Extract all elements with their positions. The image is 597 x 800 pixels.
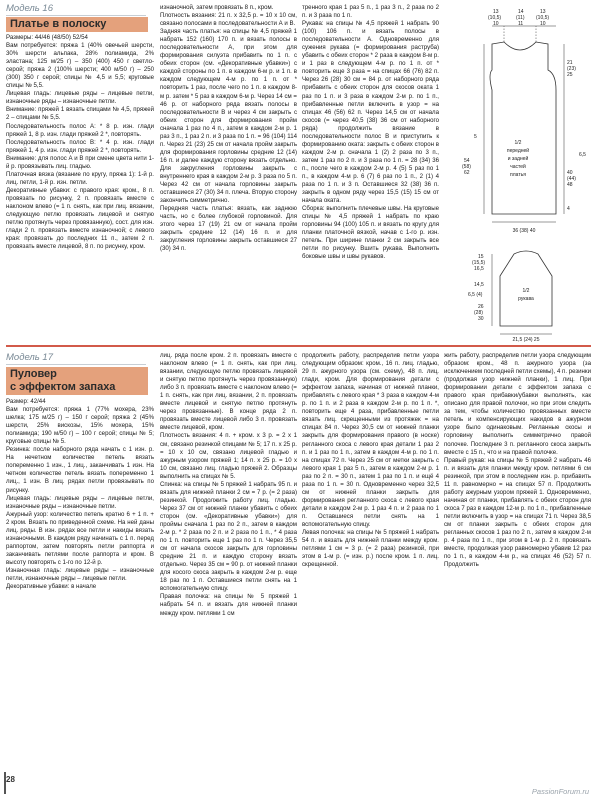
dress-left-num-2: 54 bbox=[464, 158, 470, 164]
dress-left-num-3: (58) bbox=[462, 164, 471, 170]
dress-right-num-7: 48 bbox=[567, 182, 573, 188]
sleeve-center-2: рукава bbox=[518, 296, 534, 302]
dress-center-2: передней bbox=[506, 148, 530, 154]
sleeve-center-1: 1/2 bbox=[522, 288, 530, 294]
model-16-gauge: Плотность вязания: 21 п. х 32,5 р. = 10 х 10 см, связано полосами в последовательности А и В. bbox=[160, 12, 297, 28]
model-16-attention: Внимание: пряжей 1 вязать спицами № 4,5, пряжей 2 – спицами № 5,5. bbox=[6, 106, 154, 122]
model-17-size: Размер: 42/44 bbox=[6, 398, 46, 405]
dress-center-4: частей bbox=[510, 164, 526, 170]
model-16-sizes: Размеры: 44/46 (48/50) 52/54 bbox=[6, 34, 88, 41]
model-17-lace: Ажурный узор: количество петель кратно 6 + 1 п. + 2 кром. Вязать по приведенной схеме. На ней даны лиц. ряды. В изн. рядах все петли и накиды вязать изнаночными. В каждом ряду начинать с 1 п. перед раппортом, затем повторять петли раппорта и заканчивать петлями после раппорта и кром. В высоту повторять с 1-го по 12-й р. bbox=[6, 510, 154, 566]
model-17-column-1 bbox=[6, 398, 154, 771]
dress-right-num-6: (44) bbox=[567, 176, 576, 182]
model-17-title bbox=[6, 367, 148, 395]
model-17-right-front: Правая полочка: на спицы № 5 пряжей 1 набрать 54 п. и вязать для нижней планки между кром. петлями 1 см bbox=[160, 593, 297, 617]
dress-top-num-7: 10 bbox=[493, 21, 499, 27]
dress-schematic bbox=[444, 4, 594, 244]
dress-right-num-4: 6,5 bbox=[579, 152, 586, 158]
dress-outline bbox=[490, 42, 556, 214]
model-17-column-3 bbox=[302, 352, 439, 771]
dress-top-num-3: 13 bbox=[540, 9, 546, 15]
sleeve-bottom-measure: 21,5 (24) 25 bbox=[512, 337, 540, 342]
model-16-decreases: Декоративные убавки: с правого края: кром., 8 п. провязать по рисунку, 2 п. провязать вместе с наклоном влево (= 1 п. снять, как при лиц. вязании, следующую петлю провязать лицевой и снятую петлю протянуть через провязанную), сост. для изн. глади 2 п. провязать вместе изнаночной; с левого края: провязать до последних 11 п., затем 2 п. провязать вместе лицевой, 8 п. по рисунку, кром. bbox=[6, 186, 154, 251]
model-16-back: Задняя часть платья: на спицы № 4,5 пряжей 1 набрать 152 (160) 170 п. и вязать полосы в последовательности А, при этом для формирования силуэта прибавить по 1 п. с обеих сторон (см. «Декоративные убавки») с каждой стороны по 1 п. в каждом 6-м р. и 1 п. в каждом следующем 4-м р. по 1 п. от * повторить 1 раз, после чего по 1 п. в каждом 8-м р. затем * 5 раз в каждом 6-м р. Через 14 см = 46 р. от наборного ряда вязать полосы в последовательности В и через 4 см закрыть с обеих сторон для формирования пройм сначала 1 раз по 4 п., затем в каждом 2-м р. 1 раз 3 п., 1 раз 2 п. и 3 раза по 1 п. = 96 (104) 114 п. Через 21 (23) 25 см от начала пройм закрыть для формирования горловины средние 12 (14) 16 п. и далее каждую сторону вязать отдельно. Для закругления горловины закрыть с внутреннего края в каждом 2-м р. 3 раза по 5 п. Через 42 см от начала горловины закрыть оставшиеся 27 (30) 34 п. плеча. Вторую сторону закончить симметрично. bbox=[160, 28, 297, 205]
model-17-col3-p1: продолжить работу, распределив петли узора следующим образом: кром., 16 п. лиц. гладью, 29 п. ажурного узора (см. схему), 48 п. лиц. глади, кром. Для формирования детали с эффектом запаха, начиная от нижней планки, прибавлять с левого края * 3 раза в каждом 4-м р. по 1 п. и 2 раза в каждом 2-м р. по 1 п. *, повторить еще 4 раза, прибавленные петли вязать лиц. скрещенными из протяжек = на спицах 84 п. Через 30,5 см от нижней планки закрыть для формирования правого (в носке) регланного скоса с левого края детали 1 раз 2 п. и 1 раз по 1 п., затем в каждом 4-м р. по 1 п. на спицах 72 п. Через 25 см от метки закрыть с левого края 1 раз 5 п., затем в каждом 2-м р. 1 раз по 2 п. = 30 п., затем 1 раз по 1 п. и ещё 4 раза по 1 п. = 30 п. Одновременно через 32,5 см от нижней планки закрыть для формирования регланного скоса с левого края детали в каждом 2-м р. 1 раз 4 п. и 2 раза по 1 п. Оставшиеся петли снять на 1 вспомогательную спицу. bbox=[302, 352, 439, 528]
dress-right-num-5: 40 bbox=[567, 170, 573, 176]
sleeve-left-num-3: 16,5 bbox=[474, 266, 484, 272]
model-16-label: Модель 16 bbox=[6, 3, 53, 14]
model-16-column-2 bbox=[160, 4, 297, 334]
dress-right-num-8: 4 bbox=[567, 206, 570, 212]
dress-center-5: платья bbox=[510, 172, 526, 178]
model-17-gauge: Плотность вязания: 4 п. + кром. х 3 р. = 2 х 1 см, связано резинкой спицами № 5; 17 п. х 25 р. = 10 х 10 см, связано лицевой гладью и ажурным узором пряжей 1; 14 п. х 25 р. = 10 х 10 см, связано лиц. гладью пряжей 2. Образцы выполнить на спицах № 5. bbox=[160, 432, 297, 480]
model-17-left-front: Левая полочка: на спицы № 5 пряжей 1 набрать 54 п. и вязать для нижней планки между кром. петлями 1 см = 3 р. (= 2 раза) резинкой, при этом в 1-м р. (= изн. р.) после кром. 1 п. лиц. скрещенной. bbox=[302, 529, 439, 569]
model-17-col4-p1: жить работу, распределив петли узора следующим образом: кром., 48 п. ажурного узора (за исключением последней петли схемы), 4 п. резинки (продолжая узор нижней планки), 1 лиц. При формировании детали с эффектом запаха с правого края прибавки/убавки выполнять, как описано для правой полочки, но при этом следить за тем, чтобы количество провязанных вместе петель и компенсирующих накидов в ажурном узоре было одинаковым. Регланные скосы и горловину выполнить симметрично правой полочке. Последние 3 п. регланного скоса закрыть вместе с 15 п., что и на правой полочке. bbox=[444, 352, 591, 456]
dress-top-num-4: (10,5) bbox=[488, 15, 502, 21]
dress-top-num-9: 10 bbox=[540, 21, 546, 27]
model-16-title bbox=[6, 17, 148, 32]
watermark: PassionForum.ru bbox=[531, 787, 589, 796]
sleeve-left-num-6: 26 bbox=[478, 304, 484, 310]
model-17-title-line-1: Пуловер bbox=[10, 368, 57, 380]
model-17-rib: Резинка: после наборного ряда начать с 1 изн. р. На нечетном количестве петель вязать попеременно 1 изн., 1 лиц., заканчивать 1 изн. На четном количестве петель вязать попеременно 1 лиц., 1 изн. В лиц. рядах петли провязывать по рисунку. bbox=[6, 446, 154, 494]
dress-top-num-2: 14 bbox=[518, 9, 524, 15]
model-17-column-2 bbox=[160, 352, 297, 771]
model-17-decreases: Декоративные убавки: в начале bbox=[6, 583, 97, 591]
model-16-garter: Платочная вязка (вязание по кругу, пряжа 1): 1-й р. лиц. петли, 1-й р. изн. петли. bbox=[6, 170, 154, 186]
dress-left-num-1: 5 bbox=[474, 134, 477, 140]
model-17-divider bbox=[6, 364, 146, 365]
model-16-assembly: Сборка: выполнить плечевые швы. На круговые спицы № 4,5 пряжей 1 набрать по краю горловины 94 (100) 105 п. и вязать по кругу для планки платочной вязкой, начав с 1-го р. изн. петель. При ширине планки 2 см закрыть все петли по рисунку. Вшить рукава. Выполнить боковые швы и швы рукавов. bbox=[302, 205, 439, 261]
sleeve-left-num-5: 6,5 (4) bbox=[468, 292, 483, 298]
page-number: 28 bbox=[6, 775, 15, 784]
model-16-attention-2: Внимание: для полос А и В при смене цвета нити 1-й р. провязывать лиц. гладью. bbox=[6, 154, 154, 170]
model-16-front: Передняя часть платья: вязать, как заднюю часть, но с более глубокой горловиной. Для этого через 17 (19) 21 см от начала пройм закрыть средние 12 (14) 16 п. и для закругления горловины закрыть оставшиеся 27 (30) 34 п. bbox=[160, 205, 297, 253]
dress-left-num-4: 62 bbox=[464, 170, 470, 176]
model-separator bbox=[6, 345, 591, 347]
dress-top-num-6: (10,5) bbox=[536, 15, 550, 21]
sleeve-left-num-4: 14,5 bbox=[474, 282, 484, 288]
model-16-divider bbox=[6, 15, 146, 16]
model-17-reverse: Изнаночная гладь: лицевые ряды – изнаночные петли, изнаночные ряды – лицевые петли. bbox=[6, 566, 154, 583]
dress-center-1: 1/2 bbox=[514, 140, 522, 146]
model-16-materials: Вам потребуется: пряжа 1 (40% овечьей шерсти, 30% шерсти альпака, 28% полиамида, 2% эластана; 125 м/25 г) – 350 (400) 450 г светло-серой; пряжа 2 (100% шерсти; 400 м/50 г) – 250 (300) 350 г серой; спицы № 4,5 и 5,5; круговые спицы № 5,5. bbox=[6, 42, 154, 90]
model-17-stockinette: Лицевая гладь: лицевые ряды – лицевые петли, изнаночные ряды – изнаночные петли. bbox=[6, 494, 154, 510]
model-16-column-3 bbox=[302, 4, 439, 334]
model-16-col3-p1: тренного края 1 раз 5 п., 1 раз 3 п., 2 раза по 2 п. и 3 раза по 1 п. bbox=[302, 4, 439, 20]
sleeve-left-num-7: (28) bbox=[474, 310, 483, 316]
model-17-right-sleeve: Правый рукав: на спицы № 5 пряжей 2 набрать 46 п. и вязать для планки между кром. петлями 6 см резинкой, при этом в последнем изн. р. прибавить 11 п. равномерно = на спицах 57 п. Продолжить работу ажурным узором пряжей 1. Одновременно, начиная от планки, прибавлять с обеих сторон для скоса 7 раз в каждом 12-м р. по 1 п., прибавленные петли включить в узор = на спицах 71 п. Через 38,5 см от планки закрыть с обеих сторон для регланных скосов 1 раз по 2 п., затем в каждом 2-м р. 4 раза по 1 п., при этом в 1-м р. 2 п. провязать вместе, продолжая узор равномерно убавив 12 раз по 1 п., в каждом 4-м р., на спицах 46 (52) 57 п. Продолжить bbox=[444, 456, 591, 569]
model-16-column-1 bbox=[6, 34, 154, 334]
sleeve-left-num-1: 15 bbox=[478, 254, 484, 260]
model-17-materials: Вам потребуется: пряжа 1 (77% мохера, 23% шелка; 175 м/25 г) – 150 г серой; пряжа 2 (45% шерсти, 25% вискозы, 15% мохера, 15% полиамида; 190 м/50 г) – 100 г серой; спицы № 5; круговые спицы № 5. bbox=[6, 406, 154, 446]
dress-right-num-1: 21 bbox=[567, 60, 573, 66]
model-17-title-line-2: с эффектом запаха bbox=[10, 381, 116, 393]
model-17-column-4 bbox=[444, 352, 591, 771]
model-16-stockinette: Лицевая гладь: лицевые ряды – лицевые петли, изнаночные ряды – изнаночные петли. bbox=[6, 90, 154, 106]
model-17-label: Модель 17 bbox=[6, 352, 53, 363]
dress-top-num-8: 11 bbox=[518, 21, 524, 27]
sleeve-left-num-2: (15,5) bbox=[472, 260, 486, 266]
dress-right-num-2: (23) bbox=[567, 66, 576, 72]
model-16-stripes-b: Последовательность полос В: * 4 р. изн. глади пряжей 1, 4 р. изн. глади пряжей 2 *, повторять. bbox=[6, 138, 154, 154]
dress-top-num-1: 13 bbox=[493, 9, 499, 15]
model-16-sleeves: Рукава: на спицы № 4,5 пряжей 1 набрать 90 (100) 106 п. и вязать полосы в последовательности А. Одновременно для сужения рукава (= формирования раструба) убавить с обеих сторон * 2 раза в каждом 8-м р. и 1 раз в следующем 4-м р. по 1 п. от * повторить еще 3 раза = на спицах 66 (76) 82 п. Через 26 (28) 30 см = 84 р. от наборного ряда прибавить с обеих сторон для скосов оката 1 раз по 1 п. и 3 раза в каждом 2-м р. по 1 п., прибавленные петли включить в узор = на спицах 46 (56) 62 п. Через 14,5 см от начала скосов (= через 40,5 (38) 36 см от наборного ряда) продолжить вязание в последовательности полос В и приступить к формированию оката: закрыть с обеих сторон в каждом 2-м р. сначала 1 (2) 2 раза по 3 п., затем 1 раз по 2 п. и 3 раза по 1 п. = 28 (34) 36 п., после чего в каждом 2-м р. 4 (5) 5 раз по 1 п., в каждом 4-м р. 6 (7) 6 раз по 1 п., 2 (1) 4 раза по 1 п. и 3 п. Оставшиеся 32 (38) 36 п. закрыть в одном ряду через 15,5 (15) 15 см от начала оката. bbox=[302, 20, 439, 205]
dress-top-num-5: (11) bbox=[516, 15, 525, 21]
model-17-back: Спинка: на спицы № 5 пряжей 1 набрать 95 п. и вязать для нижней планки 2 см = 7 р. (= 2 раза) резинкой. Продолжить работу лиц. гладью. Через 37 см от нижней планки убавить с обеих сторон (см. «Декоративные убавки») для проймы сначала 1 раз по 2 п., затем в каждом 2-м р. * 2 раза по 2 п. и 2 раза по 1 п., * 4 раза по 1 п. повторить еще 1 раз по 1 п. Через 35,5 см от начала скосов закрыть для горловины средние 21 п. и каждую сторону вязать отдельно. Через 35 см = 90 р. от нижней планки для косого скоса закрыть в каждом 2-м р. еще 18 раз по 1 п. Оставшиеся петли снять на 1 вспомогательную спицу. bbox=[160, 480, 297, 593]
model-16-title-text: Платье в полоску bbox=[10, 18, 107, 30]
sleeve-left-num-8: 30 bbox=[478, 316, 484, 322]
model-17-col2-p1: лиц. ряда после кром. 2 п. провязать вместе с наклоном влево (= 1 п. снять, как при лиц. вязании, следующую петлю провязать лицевой и снятую петлю протянуть через провязанную) либо 3 п. провязать вместе с наклоном влево (= 1 п. снять, как при лиц. вязании, 2 п. провязать вместе лицевой и снятую петлю протянуть через провязанные). В конце ряда 2 п. провязать вместе лицевой либо 3 п. провязать вместе лицевой, кром. bbox=[160, 352, 297, 432]
dress-right-num-3: 25 bbox=[567, 72, 573, 78]
sleeve-schematic bbox=[444, 246, 594, 342]
dress-center-3: и задней bbox=[507, 156, 529, 162]
model-16-col2-p1: изнаночной, затем провязать 8 п., кром. bbox=[160, 4, 274, 11]
model-16-stripes-a: Последовательность полос А: * 8 р. изн. глади пряжей 1, 8 р. изн. глади пряжей 2 *, повторять. bbox=[6, 122, 154, 138]
dress-bottom-measure: 36 (38) 40 bbox=[512, 228, 536, 234]
